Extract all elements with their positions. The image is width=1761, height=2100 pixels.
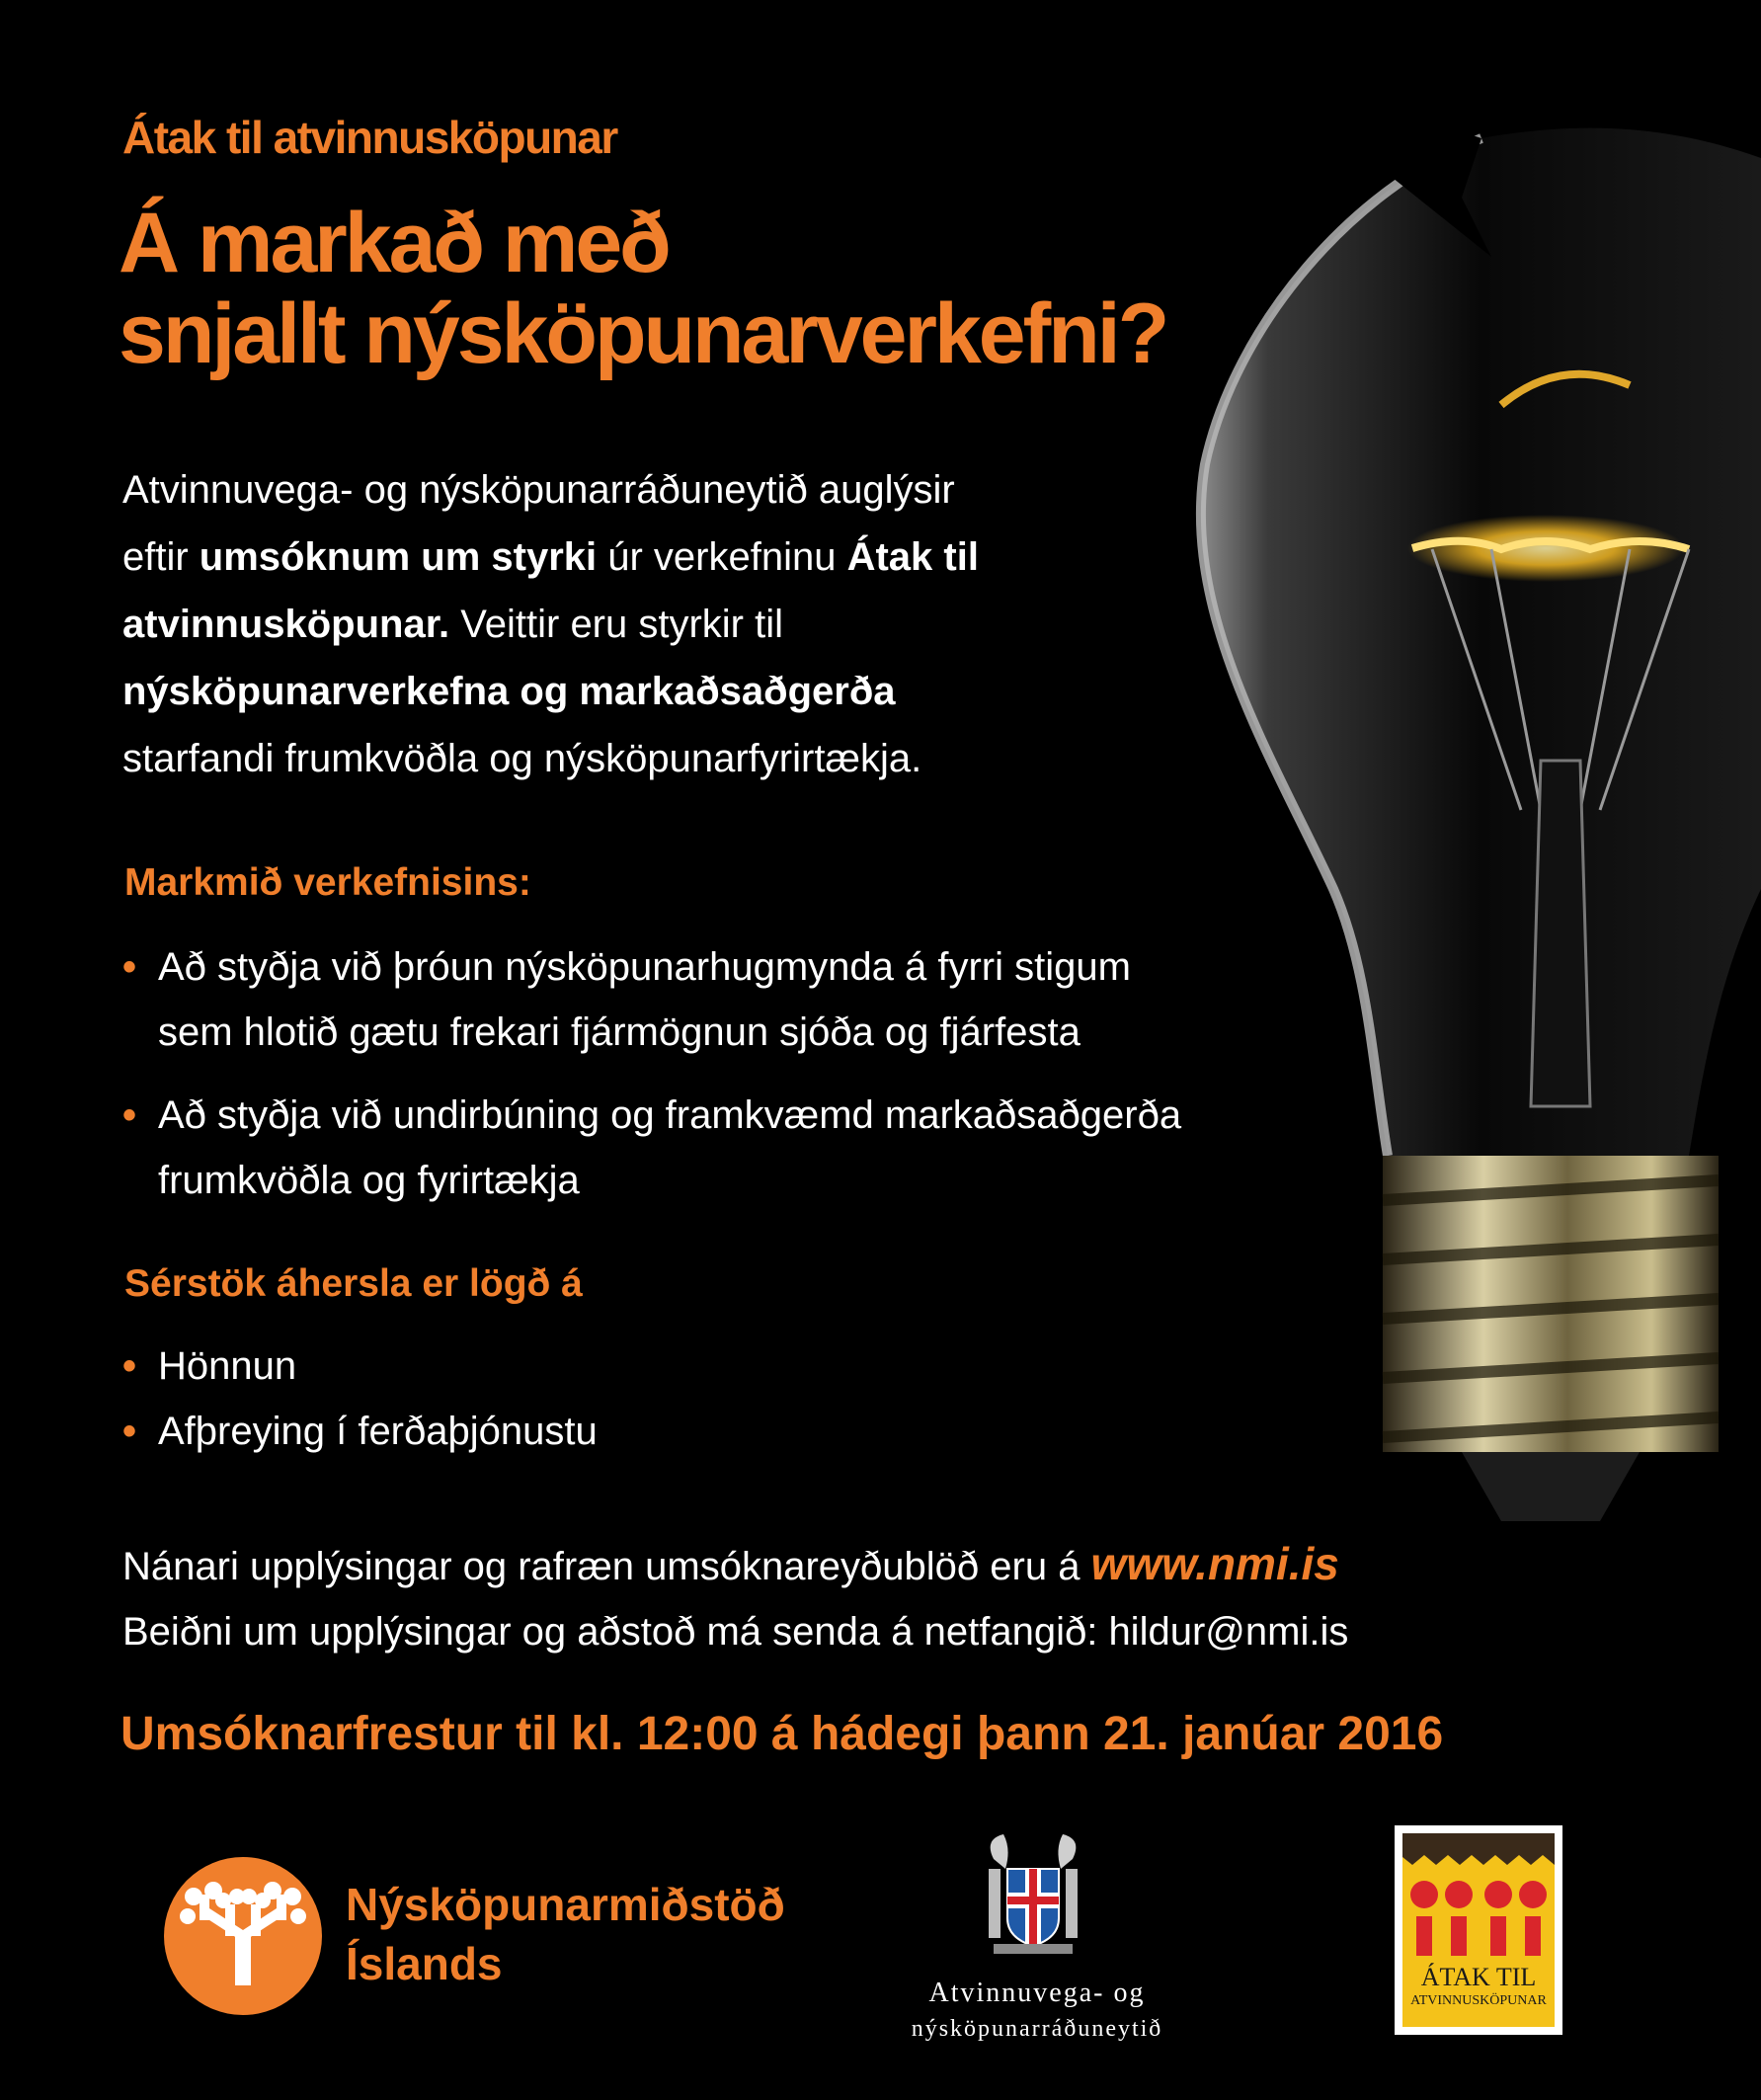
intro-paragraph: [122, 456, 1110, 792]
list-item-text: Hönnun: [158, 1344, 297, 1388]
bullet-icon: •: [122, 1410, 137, 1453]
list-item: [122, 1083, 1181, 1213]
headline-line-1: Á markað með: [119, 196, 669, 290]
info-line-2: Beiðni um upplýsingar og aðstoð má senda á netfangið: hildur@nmi.is: [122, 1610, 1349, 1654]
list-item: [122, 1333, 598, 1399]
list-item-text: frumkvöðla og fyrirtækja: [158, 1159, 580, 1202]
intro-line-4: [122, 658, 1110, 725]
atak-caption-line: ÁTAK TIL: [1420, 1963, 1537, 1991]
icelandic-coat-of-arms-icon: [984, 1829, 1082, 1958]
focus-heading: Sérstök áhersla er lögð á: [124, 1262, 583, 1305]
ministry-name-line: Atvinnuvega- og: [928, 1978, 1146, 2008]
intro-bold-text: nýsköpunarverkefna og markaðsaðgerða: [122, 670, 896, 713]
intro-text: Veittir eru styrkir til: [449, 603, 784, 646]
ministry-name: [849, 1976, 1225, 2047]
bullet-icon: •: [122, 1344, 137, 1388]
bullet-icon: •: [122, 945, 137, 989]
list-item: [122, 1399, 598, 1464]
light-bulb-illustration: [1165, 0, 1761, 1541]
nmi-name: [346, 1875, 785, 1993]
goals-heading: Markmið verkefnisins:: [124, 861, 531, 904]
intro-text: Atvinnuvega- og nýsköpunarráðuneytið auglýsir: [122, 468, 955, 512]
intro-bold-text: atvinnusköpunar.: [122, 603, 450, 646]
intro-text: úr verkefninu: [597, 535, 847, 579]
ministry-name-line: nýsköpunarráðuneytið: [911, 2016, 1163, 2042]
list-item-text: Að styðja við undirbúning og framkvæmd markaðsaðgerða: [158, 1093, 1182, 1137]
info-text: Nánari upplýsingar og rafræn umsóknareyðublöð eru á: [122, 1545, 1091, 1588]
atak-caption-line: ATVINNUSKÖPUNAR: [1410, 1993, 1547, 2008]
info-line-1: [122, 1531, 1348, 1599]
list-item-text: Afþreying í ferðaþjónustu: [158, 1410, 598, 1453]
application-deadline: Umsóknarfrestur til kl. 12:00 á hádegi þann 21. janúar 2016: [120, 1708, 1444, 1760]
intro-bold-text: umsóknum um styrki: [199, 535, 598, 579]
contact-info: [122, 1531, 1348, 1664]
intro-text: starfandi frumkvöðla og nýsköpunarfyrirtækja.: [122, 737, 922, 780]
intro-bold-text: Átak til: [846, 535, 979, 579]
nmi-name-line: Nýsköpunarmiðstöð: [346, 1879, 785, 1930]
tree-logo-icon: [164, 1857, 322, 2015]
intro-line-3: [122, 591, 1110, 658]
list-item: [122, 934, 1181, 1065]
website-link[interactable]: www.nmi.is: [1090, 1538, 1339, 1589]
intro-line-2: [122, 524, 1110, 591]
kicker: Átak til atvinnusköpunar: [122, 112, 617, 163]
intro-line-1: [122, 456, 1110, 524]
list-item-text: Að styðja við þróun nýsköpunarhugmynda á fyrri stigum: [158, 945, 1131, 989]
bullet-icon: •: [122, 1093, 137, 1137]
goals-list: [122, 934, 1181, 1231]
atak-logo-caption: [1406, 1963, 1551, 2013]
list-item-text: sem hlotið gætu frekari fjármögnun sjóða og fjárfesta: [158, 1010, 1081, 1054]
headline: [119, 198, 1185, 379]
headline-line-2: snjallt nýsköpunarverkefni?: [119, 286, 1167, 381]
focus-list: [122, 1333, 598, 1464]
nmi-name-line: Íslands: [346, 1938, 503, 1989]
intro-text: eftir: [122, 535, 200, 579]
intro-line-5: [122, 725, 1110, 792]
